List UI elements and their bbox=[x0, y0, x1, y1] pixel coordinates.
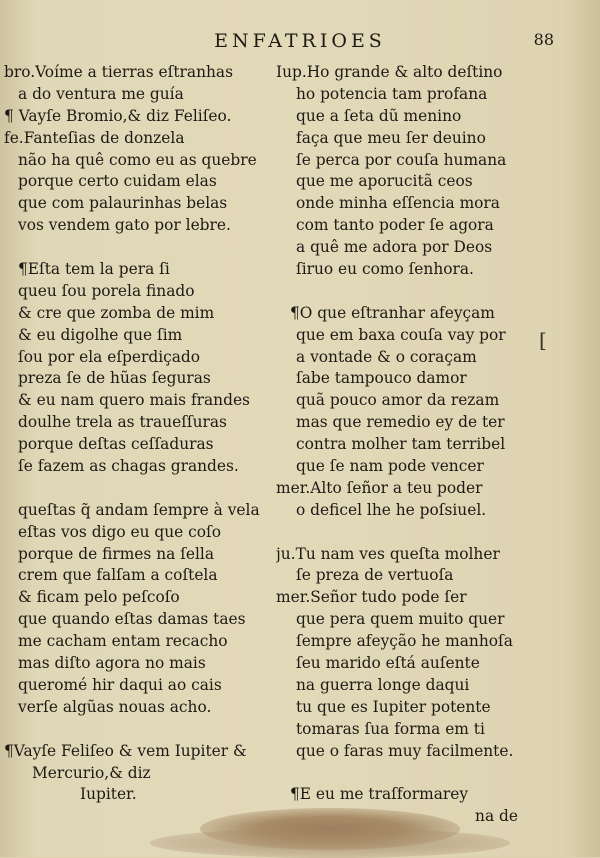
stanza-gap bbox=[4, 478, 270, 500]
verse-line: & cre que zomba de mim bbox=[18, 303, 215, 322]
verse-line: me cacham entam recacho bbox=[18, 632, 228, 651]
verse-line: porque de firmes na ſella bbox=[18, 544, 215, 563]
verse-line: que em baxa couſa vay por bbox=[296, 325, 506, 344]
verse-line: tomaras ſua forma em ti bbox=[296, 719, 485, 738]
verse-line: ſou por ela eſperdiçado bbox=[18, 347, 201, 366]
verse-line: Mercurio,& diz bbox=[32, 763, 151, 782]
verse-line: preza ſe de hũas ſeguras bbox=[18, 369, 211, 388]
verse-line: com tanto poder ſe agora bbox=[296, 216, 494, 235]
verse-line: Iup.Ho grande & alto deſtino bbox=[276, 63, 503, 81]
verse-line: bro.Voíme a tierras eſtranhas bbox=[4, 63, 233, 81]
verse-line: ſeu marido eſtá auſente bbox=[296, 654, 480, 673]
verse-line: o deficel lhe he poſsiuel. bbox=[296, 500, 487, 519]
stanza-gap bbox=[4, 719, 270, 741]
margin-mark: [ bbox=[539, 328, 547, 352]
verse-line: ¶Vayſe Feliſeo & vem Iupiter & bbox=[4, 741, 247, 760]
verse-line: crem que falſam a coſtela bbox=[18, 566, 218, 585]
verse-line: ſiruo eu como ſenhora. bbox=[296, 260, 474, 279]
verse-line: que com palaurinhas belas bbox=[18, 194, 228, 213]
verse-line: que quando eſtas damas taes bbox=[18, 610, 246, 629]
verse-line: a do ventura me guía bbox=[18, 84, 184, 103]
verse-line: Iupiter. bbox=[80, 785, 137, 804]
verse-line: verſe algũas nouas acho. bbox=[18, 697, 212, 716]
verse-line: & eu digolhe que ſim bbox=[18, 325, 183, 344]
verse-line: ¶ Vayſe Bromio,& diz Feliſeo. bbox=[4, 106, 232, 125]
stanza-gap bbox=[276, 281, 576, 303]
verse-line: queſtas q̃ andam ſempre à vela bbox=[18, 500, 260, 519]
verse-line: & ficam pelo peſcoſo bbox=[18, 588, 180, 607]
verse-line: ſempre afeyção he manhoſa bbox=[296, 632, 513, 651]
verse-line: mer.Alto ſeñor a teu poder bbox=[276, 478, 483, 497]
verse-line: porque deſtas ceſſaduras bbox=[18, 435, 214, 454]
stanza-gap bbox=[276, 522, 576, 544]
verse-line: eſtas vos digo eu que coſo bbox=[18, 522, 222, 541]
verse-line: ¶O que eſtranhar afeyçam bbox=[290, 303, 495, 322]
running-head: ENFATRIOES bbox=[214, 30, 386, 52]
verse-line: queromé hir daqui ao cais bbox=[18, 675, 222, 694]
verse-line: ho potencia tam profana bbox=[296, 84, 488, 103]
verse-line: a vontade & o coraçam bbox=[296, 347, 477, 366]
verse-line: na guerra longe daqui bbox=[296, 675, 470, 694]
verse-line: não ha quê como eu as quebre bbox=[18, 150, 257, 169]
stanza-gap bbox=[4, 237, 270, 259]
verse-line: porque certo cuidam elas bbox=[18, 172, 217, 191]
verse-line: vos vendem gato por lebre. bbox=[18, 216, 231, 235]
verse-line: ¶Eſta tem la pera ſi bbox=[18, 260, 170, 279]
verse-line: ¶E eu me traſformarey bbox=[290, 785, 469, 804]
verse-line: quã pouco amor da rezam bbox=[296, 391, 500, 410]
verse-line: ſe perca por couſa humana bbox=[296, 150, 507, 169]
verse-line: faça que meu ſer deuino bbox=[296, 128, 486, 147]
catchword: na de bbox=[475, 807, 518, 826]
verse-line: que ſe nam pode vencer bbox=[296, 457, 484, 476]
verse-line: ſabe tampouco damor bbox=[296, 369, 467, 388]
verse-line: ſe preza de vertuoſa bbox=[296, 566, 454, 585]
verse-line: ju.Tu nam ves queſta molher bbox=[276, 544, 500, 563]
page-number: 88 bbox=[533, 30, 554, 49]
verse-line: que o faras muy facilmente. bbox=[296, 741, 514, 760]
verse-line: fe.Fanteſias de donzela bbox=[4, 128, 185, 147]
verse-line: doulhe trela as traueſſuras bbox=[18, 413, 227, 432]
verse-line: onde minha eſſencia mora bbox=[296, 194, 500, 213]
left-column bbox=[4, 62, 270, 806]
verse-line: tu que es Iupiter potente bbox=[296, 697, 491, 716]
paper-stain bbox=[200, 808, 460, 850]
verse-line: & eu nam quero mais frandes bbox=[18, 391, 250, 410]
verse-line: queu ſou porela finado bbox=[18, 281, 195, 300]
verse-line: que pera quem muito quer bbox=[296, 610, 505, 629]
verse-line: que me aporucitã ceos bbox=[296, 172, 473, 191]
verse-line: mer.Señor tudo pode ſer bbox=[276, 588, 467, 607]
verse-line: ſe fazem as chagas grandes. bbox=[18, 457, 239, 476]
verse-line: que a ſeta dũ menino bbox=[296, 106, 462, 125]
verse-line: mas diſto agora no mais bbox=[18, 654, 206, 673]
right-column bbox=[276, 62, 576, 828]
verse-line: contra molher tam terribel bbox=[296, 435, 506, 454]
verse-line: a quê me adora por Deos bbox=[296, 238, 493, 257]
stanza-gap bbox=[276, 763, 576, 785]
verse-line: mas que remedio ey de ter bbox=[296, 413, 505, 432]
